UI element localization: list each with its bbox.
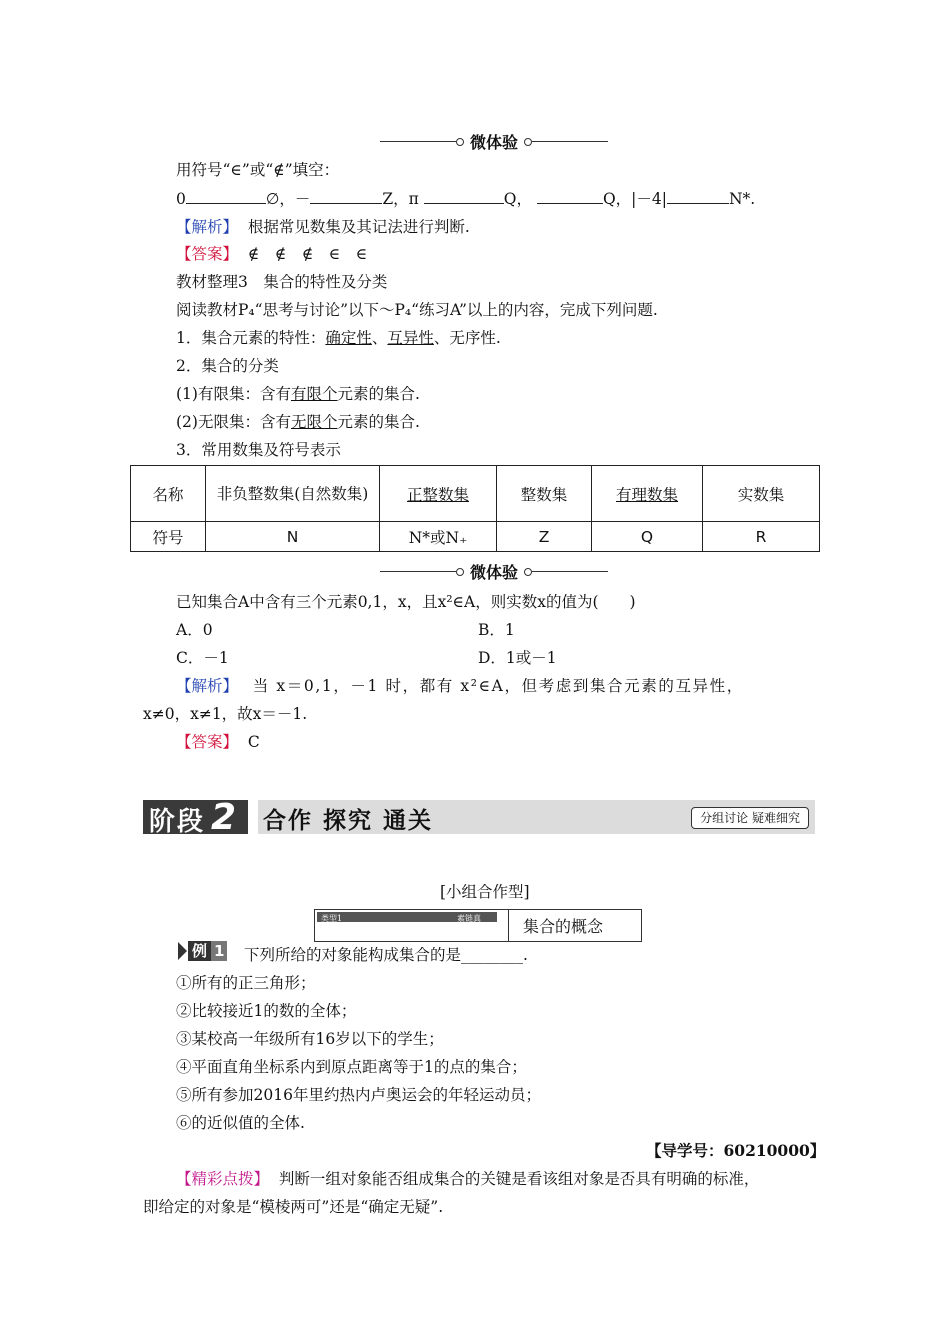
micro-title: 微体验 [470, 133, 519, 152]
type-concept: 集合的概念 [523, 917, 604, 936]
fill-instruction: 用符号“∈”或“∉”填空： [176, 161, 340, 179]
list-item: ③某校高一年级所有16岁以下的学生； [176, 1030, 444, 1048]
analysis-text: 根据常见数集及其记法进行判断. [247, 218, 470, 236]
stage-tag: 分组讨论 疑难细究 [691, 807, 809, 829]
example-number: 1 [211, 941, 227, 961]
type-box [314, 909, 642, 942]
fill-item: 0 [176, 190, 186, 208]
fill-item: Z，π [382, 190, 419, 208]
list-item: ⑤所有参加2016年里约热内卢奥运会的年轻运动员； [176, 1086, 541, 1104]
example-label: 例 [188, 941, 211, 961]
answer-2 [176, 730, 260, 752]
reading-instruction: 阅读教材P₄“思考与讨论”以下～P₄“练习A”以上的内容，完成下列问题. [176, 301, 658, 319]
guide-number: 【导学号：60210000】 [646, 1141, 826, 1160]
option-c: C．－1 [176, 649, 229, 667]
table-cell: 名称 [131, 466, 206, 522]
number-sets-table [130, 465, 820, 552]
analysis-label: 【解析】 [176, 218, 239, 236]
table-cell: 非负整数集(自然数集) [206, 466, 380, 522]
point-2: 2．集合的分类 [176, 357, 279, 375]
ring-icon [456, 138, 464, 146]
option-b: B．1 [478, 621, 515, 639]
micro-experience-header [380, 560, 608, 583]
table-cell: Z [497, 522, 592, 552]
list-item: ①所有的正三角形； [176, 974, 316, 992]
analysis-2 [176, 674, 744, 696]
table-cell: 实数集 [703, 466, 820, 522]
question-stem: 已知集合A中含有三个元素0,1，x，且x²∈A，则实数x的值为( ) [176, 593, 636, 611]
option-d: D．1或－1 [478, 649, 557, 667]
ring-icon [456, 568, 464, 576]
stage-block [143, 797, 248, 838]
micro-title: 微体验 [470, 563, 519, 582]
stage-number: 2 [211, 797, 237, 838]
point-1: 1．集合元素的特性：确定性、互异性、无序性. [176, 329, 501, 347]
analysis-label: 【解析】 [176, 677, 239, 695]
triangle-icon [178, 942, 187, 960]
answer-label: 【答案】 [176, 733, 239, 751]
analysis-2-cont: x≠0，x≠1，故x＝－1. [143, 705, 308, 723]
example-stem: 下列所给的对象能构成集合的是________. [244, 946, 528, 964]
table-row [131, 522, 820, 552]
answer-text: ∉ ∉ ∉ ∈ ∈ [247, 245, 368, 263]
answer-text: C [247, 733, 260, 751]
table-cell: 符号 [131, 522, 206, 552]
answer-label: 【答案】 [176, 245, 239, 263]
tip-text: 判断一组对象能否组成集合的关键是看该组对象是否具有明确的标准， [278, 1170, 760, 1188]
fill-item: Q，|－4| [602, 190, 667, 208]
list-item: ②比较接近1的数的全体； [176, 1002, 357, 1020]
type-label: 类型1 [321, 914, 343, 923]
list-item: ④平面直角坐标系内到原点距离等于1的点的集合； [176, 1058, 527, 1076]
micro-experience-header [380, 130, 608, 153]
fill-item: Q， [503, 190, 533, 208]
stage-word: 阶段 [149, 807, 206, 837]
section-title: 教材整理3 集合的特性及分类 [176, 273, 388, 291]
point-2a: (1)有限集：含有有限个元素的集合. [176, 385, 420, 403]
table-cell: Q [592, 522, 703, 552]
ring-icon [524, 138, 532, 146]
stage-heading: 合作 探究 通关 [263, 808, 434, 834]
point-2b: (2)无限集：含有无限个元素的集合. [176, 413, 420, 431]
analysis-1 [176, 215, 470, 237]
ring-icon [524, 568, 532, 576]
answer-1 [176, 242, 367, 264]
fill-item: ∅，－ [265, 190, 311, 208]
option-a: A．0 [176, 621, 213, 639]
tip-label: 【精彩点拨】 [176, 1170, 270, 1188]
point-3: 3．常用数集及符号表示 [176, 441, 341, 459]
table-cell: 正整数集 [380, 466, 497, 522]
tip-line-1 [176, 1167, 759, 1189]
table-row [131, 466, 820, 522]
table-cell: R [703, 522, 820, 552]
stage-banner [143, 797, 815, 838]
table-cell: 整数集 [497, 466, 592, 522]
table-cell: N [206, 522, 380, 552]
fill-line [176, 187, 755, 209]
table-cell: N*或N₊ [380, 522, 497, 552]
mini-label: 素链真 [457, 914, 481, 923]
analysis-text: 当 x＝0,1，－1 时，都有 x²∈A，但考虑到集合元素的互异性， [252, 677, 744, 695]
table-cell: 有理数集 [592, 466, 703, 522]
group-title: [小组合作型] [440, 883, 530, 901]
tip-line-2: 即给定的对象是“模棱两可”还是“确定无疑”. [143, 1198, 444, 1216]
list-item: ⑥的近似值的全体. [176, 1114, 305, 1132]
example-badge [178, 940, 227, 962]
fill-item: N*. [728, 190, 756, 208]
